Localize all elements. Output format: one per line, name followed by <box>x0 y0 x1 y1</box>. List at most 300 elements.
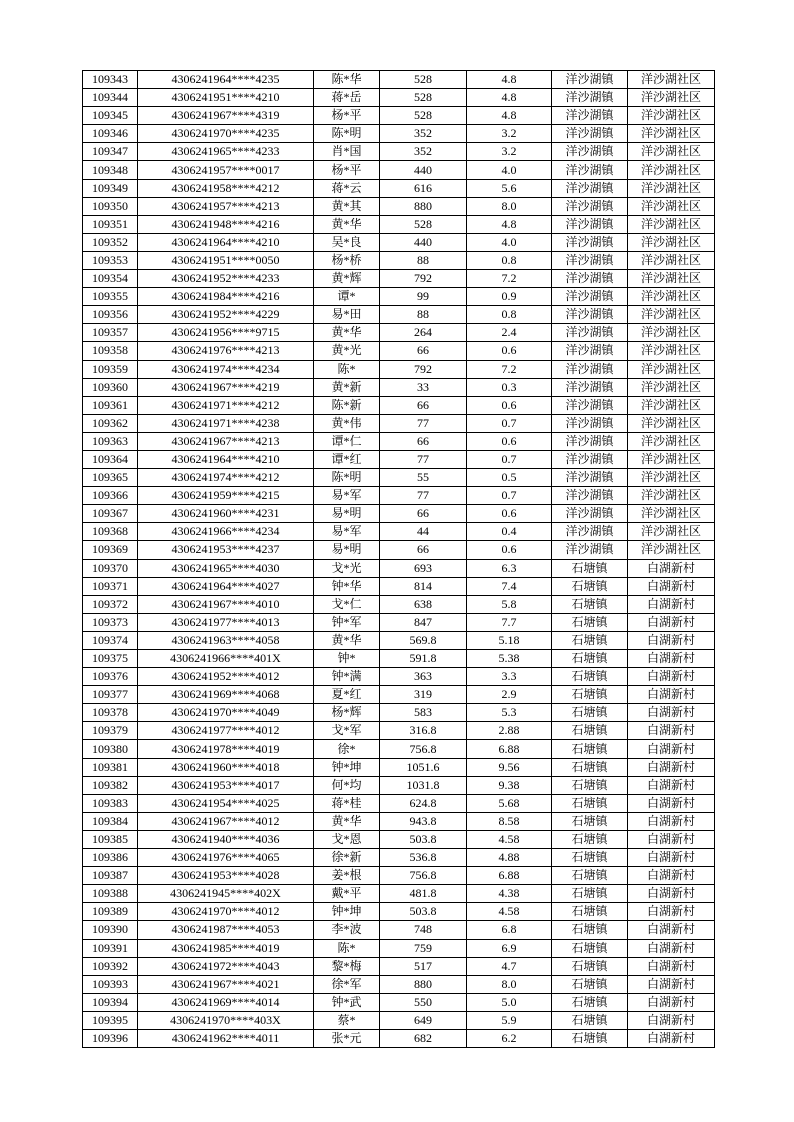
town-cell: 石塘镇 <box>552 722 628 740</box>
name-cell: 黄*辉 <box>314 270 380 288</box>
amount-cell: 624.8 <box>380 794 467 812</box>
name-cell: 李*波 <box>314 921 380 939</box>
amount-cell: 88 <box>380 251 467 269</box>
table-row <box>83 143 715 161</box>
quantity-cell: 3.3 <box>467 668 552 686</box>
id-number-cell: 4306241959****4215 <box>138 487 314 505</box>
serial-number-cell: 109343 <box>83 71 138 89</box>
community-cell: 洋沙湖社区 <box>628 523 715 541</box>
table-row <box>83 885 715 903</box>
id-number-cell: 4306241965****4233 <box>138 143 314 161</box>
table-row <box>83 1011 715 1029</box>
community-cell: 白湖新村 <box>628 704 715 722</box>
table-row <box>83 686 715 704</box>
serial-number-cell: 109387 <box>83 867 138 885</box>
amount-cell: 756.8 <box>380 867 467 885</box>
town-cell: 石塘镇 <box>552 577 628 595</box>
id-number-cell: 4306241985****4019 <box>138 939 314 957</box>
table-row <box>83 89 715 107</box>
name-cell: 黄*华 <box>314 631 380 649</box>
name-cell: 黎*梅 <box>314 957 380 975</box>
town-cell: 洋沙湖镇 <box>552 71 628 89</box>
quantity-cell: 0.3 <box>467 378 552 396</box>
community-cell: 洋沙湖社区 <box>628 342 715 360</box>
community-cell: 洋沙湖社区 <box>628 396 715 414</box>
serial-number-cell: 109364 <box>83 450 138 468</box>
community-cell: 洋沙湖社区 <box>628 288 715 306</box>
table-row <box>83 1029 715 1047</box>
quantity-cell: 6.9 <box>467 939 552 957</box>
id-number-cell: 4306241969****4068 <box>138 686 314 704</box>
serial-number-cell: 109373 <box>83 613 138 631</box>
quantity-cell: 0.6 <box>467 342 552 360</box>
name-cell: 徐*新 <box>314 849 380 867</box>
amount-cell: 682 <box>380 1029 467 1047</box>
quantity-cell: 4.8 <box>467 215 552 233</box>
table-row <box>83 631 715 649</box>
serial-number-cell: 109394 <box>83 993 138 1011</box>
name-cell: 钟*满 <box>314 668 380 686</box>
amount-cell: 503.8 <box>380 903 467 921</box>
serial-number-cell: 109367 <box>83 505 138 523</box>
serial-number-cell: 109348 <box>83 161 138 179</box>
id-number-cell: 4306241974****4234 <box>138 360 314 378</box>
table-row <box>83 233 715 251</box>
amount-cell: 44 <box>380 523 467 541</box>
serial-number-cell: 109382 <box>83 776 138 794</box>
community-cell: 白湖新村 <box>628 885 715 903</box>
id-number-cell: 4306241976****4065 <box>138 849 314 867</box>
serial-number-cell: 109357 <box>83 324 138 342</box>
town-cell: 洋沙湖镇 <box>552 197 628 215</box>
amount-cell: 528 <box>380 107 467 125</box>
community-cell: 白湖新村 <box>628 830 715 848</box>
quantity-cell: 5.38 <box>467 650 552 668</box>
name-cell: 何*均 <box>314 776 380 794</box>
quantity-cell: 0.4 <box>467 523 552 541</box>
town-cell: 洋沙湖镇 <box>552 360 628 378</box>
serial-number-cell: 109391 <box>83 939 138 957</box>
amount-cell: 536.8 <box>380 849 467 867</box>
serial-number-cell: 109395 <box>83 1011 138 1029</box>
id-number-cell: 4306241953****4017 <box>138 776 314 794</box>
quantity-cell: 4.88 <box>467 849 552 867</box>
serial-number-cell: 109392 <box>83 957 138 975</box>
table-row <box>83 270 715 288</box>
town-cell: 洋沙湖镇 <box>552 342 628 360</box>
name-cell: 易*军 <box>314 487 380 505</box>
id-number-cell: 4306241967****4010 <box>138 595 314 613</box>
town-cell: 洋沙湖镇 <box>552 143 628 161</box>
name-cell: 戈*军 <box>314 722 380 740</box>
id-number-cell: 4306241976****4213 <box>138 342 314 360</box>
town-cell: 石塘镇 <box>552 1029 628 1047</box>
table-row <box>83 432 715 450</box>
id-number-cell: 4306241960****4018 <box>138 758 314 776</box>
quantity-cell: 2.88 <box>467 722 552 740</box>
id-number-cell: 4306241948****4216 <box>138 215 314 233</box>
name-cell: 陈*明 <box>314 125 380 143</box>
serial-number-cell: 109344 <box>83 89 138 107</box>
quantity-cell: 0.7 <box>467 414 552 432</box>
serial-number-cell: 109381 <box>83 758 138 776</box>
quantity-cell: 2.9 <box>467 686 552 704</box>
table-row <box>83 975 715 993</box>
town-cell: 洋沙湖镇 <box>552 107 628 125</box>
amount-cell: 756.8 <box>380 740 467 758</box>
town-cell: 洋沙湖镇 <box>552 324 628 342</box>
town-cell: 石塘镇 <box>552 921 628 939</box>
serial-number-cell: 109345 <box>83 107 138 125</box>
serial-number-cell: 109350 <box>83 197 138 215</box>
community-cell: 洋沙湖社区 <box>628 161 715 179</box>
id-number-cell: 4306241956****9715 <box>138 324 314 342</box>
community-cell: 白湖新村 <box>628 1011 715 1029</box>
name-cell: 蒋*桂 <box>314 794 380 812</box>
quantity-cell: 9.56 <box>467 758 552 776</box>
table-row <box>83 776 715 794</box>
name-cell: 谭*红 <box>314 450 380 468</box>
amount-cell: 943.8 <box>380 812 467 830</box>
amount-cell: 66 <box>380 505 467 523</box>
table-row <box>83 71 715 89</box>
town-cell: 石塘镇 <box>552 993 628 1011</box>
town-cell: 洋沙湖镇 <box>552 215 628 233</box>
id-number-cell: 4306241964****4210 <box>138 450 314 468</box>
id-number-cell: 4306241978****4019 <box>138 740 314 758</box>
town-cell: 石塘镇 <box>552 903 628 921</box>
serial-number-cell: 109383 <box>83 794 138 812</box>
town-cell: 石塘镇 <box>552 631 628 649</box>
id-number-cell: 4306241952****4233 <box>138 270 314 288</box>
name-cell: 徐*军 <box>314 975 380 993</box>
serial-number-cell: 109393 <box>83 975 138 993</box>
community-cell: 洋沙湖社区 <box>628 125 715 143</box>
community-cell: 洋沙湖社区 <box>628 414 715 432</box>
town-cell: 石塘镇 <box>552 867 628 885</box>
name-cell: 杨*辉 <box>314 704 380 722</box>
serial-number-cell: 109368 <box>83 523 138 541</box>
id-number-cell: 4306241967****4213 <box>138 432 314 450</box>
table-row <box>83 595 715 613</box>
community-cell: 白湖新村 <box>628 975 715 993</box>
serial-number-cell: 109372 <box>83 595 138 613</box>
amount-cell: 352 <box>380 125 467 143</box>
name-cell: 杨*平 <box>314 107 380 125</box>
quantity-cell: 0.8 <box>467 306 552 324</box>
amount-cell: 33 <box>380 378 467 396</box>
table-row <box>83 306 715 324</box>
community-cell: 洋沙湖社区 <box>628 233 715 251</box>
community-cell: 洋沙湖社区 <box>628 505 715 523</box>
town-cell: 石塘镇 <box>552 595 628 613</box>
amount-cell: 880 <box>380 975 467 993</box>
table-row <box>83 324 715 342</box>
id-number-cell: 4306241987****4053 <box>138 921 314 939</box>
table-row <box>83 125 715 143</box>
town-cell: 洋沙湖镇 <box>552 523 628 541</box>
town-cell: 石塘镇 <box>552 957 628 975</box>
amount-cell: 569.8 <box>380 631 467 649</box>
amount-cell: 481.8 <box>380 885 467 903</box>
community-cell: 白湖新村 <box>628 867 715 885</box>
quantity-cell: 7.4 <box>467 577 552 595</box>
name-cell: 张*元 <box>314 1029 380 1047</box>
serial-number-cell: 109362 <box>83 414 138 432</box>
town-cell: 洋沙湖镇 <box>552 306 628 324</box>
town-cell: 洋沙湖镇 <box>552 396 628 414</box>
quantity-cell: 0.6 <box>467 432 552 450</box>
community-cell: 白湖新村 <box>628 812 715 830</box>
serial-number-cell: 109351 <box>83 215 138 233</box>
table-row <box>83 541 715 559</box>
quantity-cell: 4.8 <box>467 71 552 89</box>
table-row <box>83 288 715 306</box>
name-cell: 黄*华 <box>314 215 380 233</box>
town-cell: 石塘镇 <box>552 704 628 722</box>
name-cell: 蒋*岳 <box>314 89 380 107</box>
amount-cell: 66 <box>380 342 467 360</box>
town-cell: 洋沙湖镇 <box>552 89 628 107</box>
serial-number-cell: 109359 <box>83 360 138 378</box>
amount-cell: 99 <box>380 288 467 306</box>
amount-cell: 792 <box>380 270 467 288</box>
serial-number-cell: 109369 <box>83 541 138 559</box>
table-row <box>83 668 715 686</box>
name-cell: 蔡* <box>314 1011 380 1029</box>
table-row <box>83 251 715 269</box>
id-number-cell: 4306241970****4049 <box>138 704 314 722</box>
id-number-cell: 4306241953****4028 <box>138 867 314 885</box>
serial-number-cell: 109396 <box>83 1029 138 1047</box>
town-cell: 石塘镇 <box>552 776 628 794</box>
quantity-cell: 6.88 <box>467 867 552 885</box>
name-cell: 徐* <box>314 740 380 758</box>
name-cell: 易*明 <box>314 541 380 559</box>
serial-number-cell: 109385 <box>83 830 138 848</box>
community-cell: 白湖新村 <box>628 740 715 758</box>
community-cell: 白湖新村 <box>628 758 715 776</box>
serial-number-cell: 109366 <box>83 487 138 505</box>
quantity-cell: 5.9 <box>467 1011 552 1029</box>
quantity-cell: 8.58 <box>467 812 552 830</box>
serial-number-cell: 109374 <box>83 631 138 649</box>
community-cell: 洋沙湖社区 <box>628 541 715 559</box>
id-number-cell: 4306241964****4027 <box>138 577 314 595</box>
amount-cell: 66 <box>380 541 467 559</box>
name-cell: 肖*国 <box>314 143 380 161</box>
amount-cell: 77 <box>380 487 467 505</box>
quantity-cell: 4.8 <box>467 107 552 125</box>
serial-number-cell: 109363 <box>83 432 138 450</box>
community-cell: 洋沙湖社区 <box>628 107 715 125</box>
amount-cell: 528 <box>380 89 467 107</box>
table-row <box>83 414 715 432</box>
town-cell: 石塘镇 <box>552 975 628 993</box>
amount-cell: 759 <box>380 939 467 957</box>
amount-cell: 55 <box>380 469 467 487</box>
name-cell: 杨*桥 <box>314 251 380 269</box>
table-row <box>83 812 715 830</box>
community-cell: 洋沙湖社区 <box>628 324 715 342</box>
amount-cell: 591.8 <box>380 650 467 668</box>
quantity-cell: 8.0 <box>467 975 552 993</box>
id-number-cell: 4306241958****4212 <box>138 179 314 197</box>
serial-number-cell: 109355 <box>83 288 138 306</box>
quantity-cell: 5.8 <box>467 595 552 613</box>
table-row <box>83 740 715 758</box>
name-cell: 钟*武 <box>314 993 380 1011</box>
id-number-cell: 4306241970****4012 <box>138 903 314 921</box>
id-number-cell: 4306241954****4025 <box>138 794 314 812</box>
name-cell: 戈*恩 <box>314 830 380 848</box>
town-cell: 石塘镇 <box>552 740 628 758</box>
community-cell: 白湖新村 <box>628 903 715 921</box>
serial-number-cell: 109352 <box>83 233 138 251</box>
town-cell: 洋沙湖镇 <box>552 505 628 523</box>
town-cell: 石塘镇 <box>552 794 628 812</box>
quantity-cell: 4.38 <box>467 885 552 903</box>
table-row <box>83 378 715 396</box>
name-cell: 戈*仁 <box>314 595 380 613</box>
town-cell: 石塘镇 <box>552 812 628 830</box>
amount-cell: 528 <box>380 71 467 89</box>
serial-number-cell: 109370 <box>83 559 138 577</box>
amount-cell: 440 <box>380 233 467 251</box>
amount-cell: 66 <box>380 396 467 414</box>
community-cell: 洋沙湖社区 <box>628 432 715 450</box>
name-cell: 易*田 <box>314 306 380 324</box>
town-cell: 洋沙湖镇 <box>552 288 628 306</box>
name-cell: 黄*光 <box>314 342 380 360</box>
amount-cell: 880 <box>380 197 467 215</box>
name-cell: 钟*坤 <box>314 903 380 921</box>
name-cell: 蒋*云 <box>314 179 380 197</box>
name-cell: 陈*新 <box>314 396 380 414</box>
quantity-cell: 3.2 <box>467 143 552 161</box>
id-number-cell: 4306241967****4021 <box>138 975 314 993</box>
serial-number-cell: 109358 <box>83 342 138 360</box>
town-cell: 石塘镇 <box>552 686 628 704</box>
town-cell: 石塘镇 <box>552 758 628 776</box>
id-number-cell: 4306241962****4011 <box>138 1029 314 1047</box>
name-cell: 陈*明 <box>314 469 380 487</box>
name-cell: 姜*根 <box>314 867 380 885</box>
community-cell: 白湖新村 <box>628 668 715 686</box>
id-number-cell: 4306241964****4235 <box>138 71 314 89</box>
id-number-cell: 4306241967****4012 <box>138 812 314 830</box>
id-number-cell: 4306241967****4219 <box>138 378 314 396</box>
name-cell: 黄*其 <box>314 197 380 215</box>
amount-cell: 847 <box>380 613 467 631</box>
town-cell: 石塘镇 <box>552 939 628 957</box>
amount-cell: 319 <box>380 686 467 704</box>
records-table-body <box>83 71 715 1048</box>
community-cell: 白湖新村 <box>628 650 715 668</box>
table-row <box>83 613 715 631</box>
quantity-cell: 0.6 <box>467 505 552 523</box>
table-row <box>83 921 715 939</box>
serial-number-cell: 109361 <box>83 396 138 414</box>
serial-number-cell: 109360 <box>83 378 138 396</box>
table-row <box>83 758 715 776</box>
community-cell: 白湖新村 <box>628 686 715 704</box>
id-number-cell: 4306241967****4319 <box>138 107 314 125</box>
table-row <box>83 867 715 885</box>
id-number-cell: 4306241971****4212 <box>138 396 314 414</box>
community-cell: 洋沙湖社区 <box>628 360 715 378</box>
quantity-cell: 4.58 <box>467 830 552 848</box>
table-row <box>83 830 715 848</box>
community-cell: 白湖新村 <box>628 939 715 957</box>
community-cell: 洋沙湖社区 <box>628 469 715 487</box>
quantity-cell: 0.5 <box>467 469 552 487</box>
quantity-cell: 0.9 <box>467 288 552 306</box>
id-number-cell: 4306241952****4012 <box>138 668 314 686</box>
community-cell: 白湖新村 <box>628 1029 715 1047</box>
serial-number-cell: 109380 <box>83 740 138 758</box>
town-cell: 石塘镇 <box>552 849 628 867</box>
id-number-cell: 4306241953****4237 <box>138 541 314 559</box>
table-row <box>83 650 715 668</box>
community-cell: 洋沙湖社区 <box>628 270 715 288</box>
quantity-cell: 5.3 <box>467 704 552 722</box>
town-cell: 洋沙湖镇 <box>552 270 628 288</box>
id-number-cell: 4306241972****4043 <box>138 957 314 975</box>
serial-number-cell: 109379 <box>83 722 138 740</box>
id-number-cell: 4306241945****402X <box>138 885 314 903</box>
table-row <box>83 993 715 1011</box>
amount-cell: 528 <box>380 215 467 233</box>
community-cell: 白湖新村 <box>628 921 715 939</box>
town-cell: 洋沙湖镇 <box>552 251 628 269</box>
serial-number-cell: 109349 <box>83 179 138 197</box>
id-number-cell: 4306241974****4212 <box>138 469 314 487</box>
amount-cell: 814 <box>380 577 467 595</box>
town-cell: 石塘镇 <box>552 613 628 631</box>
table-row <box>83 939 715 957</box>
quantity-cell: 0.6 <box>467 396 552 414</box>
name-cell: 谭* <box>314 288 380 306</box>
id-number-cell: 4306241964****4210 <box>138 233 314 251</box>
quantity-cell: 0.7 <box>467 487 552 505</box>
community-cell: 洋沙湖社区 <box>628 378 715 396</box>
quantity-cell: 0.7 <box>467 450 552 468</box>
amount-cell: 748 <box>380 921 467 939</box>
serial-number-cell: 109347 <box>83 143 138 161</box>
id-number-cell: 4306241971****4238 <box>138 414 314 432</box>
town-cell: 石塘镇 <box>552 885 628 903</box>
id-number-cell: 4306241951****0050 <box>138 251 314 269</box>
quantity-cell: 4.58 <box>467 903 552 921</box>
name-cell: 杨*平 <box>314 161 380 179</box>
name-cell: 黄*伟 <box>314 414 380 432</box>
town-cell: 石塘镇 <box>552 830 628 848</box>
community-cell: 洋沙湖社区 <box>628 197 715 215</box>
name-cell: 钟*坤 <box>314 758 380 776</box>
table-row <box>83 469 715 487</box>
town-cell: 石塘镇 <box>552 1011 628 1029</box>
serial-number-cell: 109353 <box>83 251 138 269</box>
town-cell: 洋沙湖镇 <box>552 179 628 197</box>
id-number-cell: 4306241966****4234 <box>138 523 314 541</box>
id-number-cell: 4306241957****0017 <box>138 161 314 179</box>
serial-number-cell: 109388 <box>83 885 138 903</box>
amount-cell: 363 <box>380 668 467 686</box>
amount-cell: 352 <box>380 143 467 161</box>
quantity-cell: 4.7 <box>467 957 552 975</box>
serial-number-cell: 109377 <box>83 686 138 704</box>
